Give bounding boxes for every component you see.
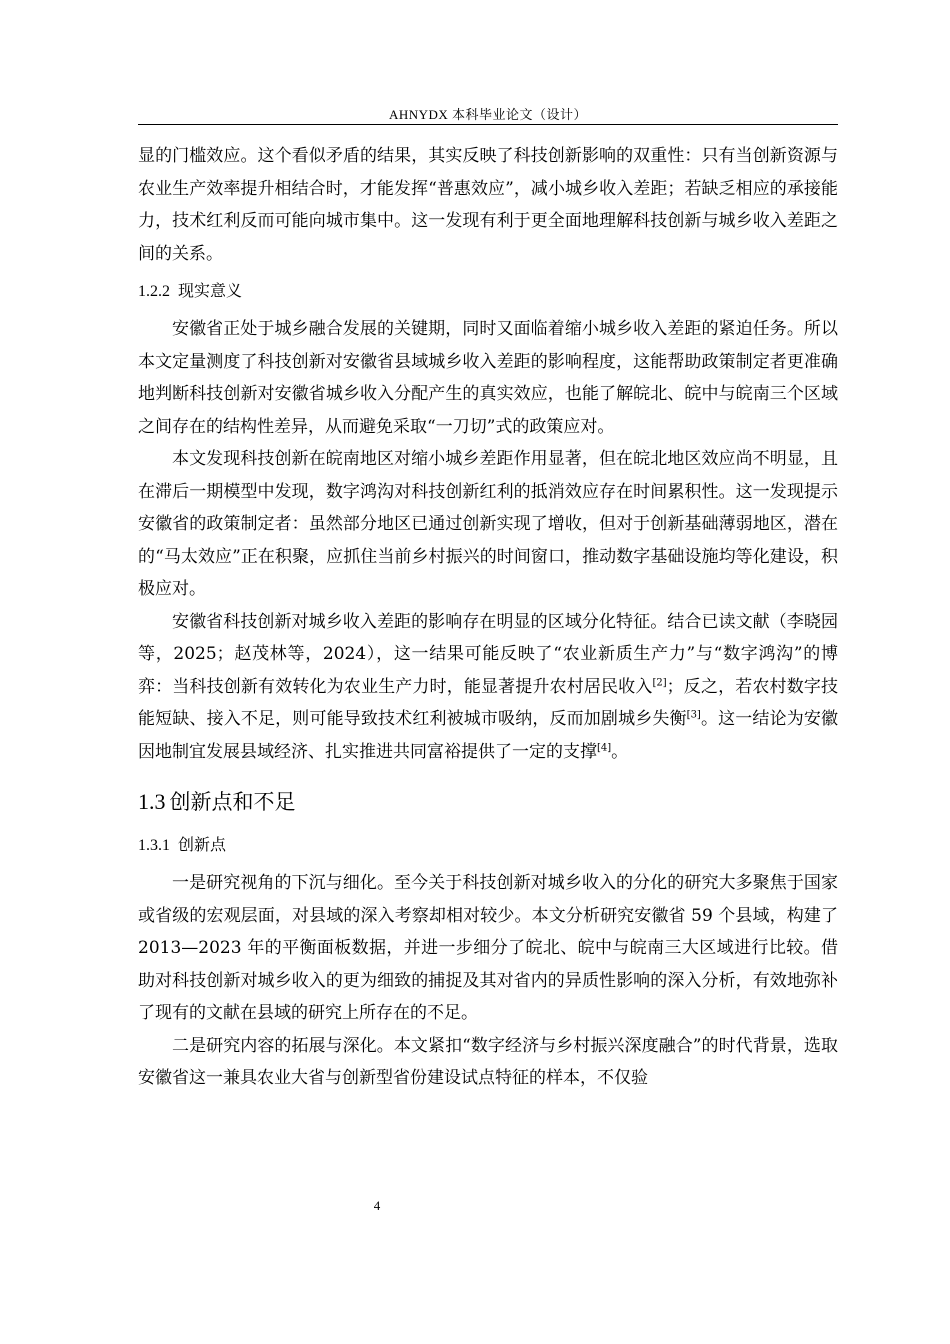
paragraph: 二是研究内容的拓展与深化。本文紧扣“数字经济与乡村振兴深度融合”的时代背景，选取安徽省这一兼具农业大省与创新型省份建设试点特征的样本，不仅验 (138, 1035, 838, 1088)
citation-ref: [2] (652, 676, 667, 688)
paragraph-with-citations (138, 606, 838, 769)
paragraph-text: 安徽省科技创新对城乡收入差距的影响存在明显的区域分化特征。结合已读文献（李晓园等，2025；赵茂林等，2024），这一结果可能反映了“农业新质生产力”与“数字鸿沟”的博弈：当科技创新有效转化为农业生产力时，能显著提升农村居民收入 (138, 611, 838, 697)
page-number: 4 (373, 1198, 381, 1213)
paragraph-text: 。 (611, 741, 629, 762)
section-title: 现实意义 (178, 281, 243, 300)
paragraph-continuation: 显的门槛效应。这个看似矛盾的结果，其实反映了科技创新影响的双重性：只有当创新资源与农业生产效率提升相结合时，才能发挥“普惠效应”，减小城乡收入差距；若缺乏相应的承接能力，技术红利反而可能向城市集中。这一发现有利于更全面地理解科技创新与城乡收入差距之间的关系。 (138, 146, 838, 264)
section-heading-1-3-1 (138, 834, 838, 857)
section-number: 1.2.2 (138, 283, 170, 300)
section-title: 创新点 (178, 835, 227, 854)
section-heading-1-3 (138, 788, 838, 816)
page-content (138, 140, 838, 1095)
section-number: 1.3.1 (138, 837, 170, 854)
citation-ref: [4] (597, 741, 612, 753)
paragraph-text: 。这一结论为安徽因地制宜发展县域经济、扎实推进共同富裕提供了一定的支撑 (138, 709, 839, 762)
page-header: AHNYDX 本科毕业论文（设计） (388, 107, 588, 122)
citation-ref: [3] (686, 709, 701, 721)
paragraph: 一是研究视角的下沉与细化。至今关于科技创新对城乡收入的分化的研究大多聚焦于国家或省级的宏观层面，对县域的深入考察却相对较少。本文分析研究安徽省 59 个县域，构建了 2013—2023 年的平衡面板数据，并进一步细分了皖北、皖中与皖南三大区域进行比较。借助对科技创新对城乡收入的更为细致的捕捉及其对省内的异质性影响的深入分析，有效地弥补了现有的文献在县域的研究上所存在的不足。 (138, 873, 838, 1023)
paragraph: 本文发现科技创新在皖南地区对缩小城乡差距作用显著，但在皖北地区效应尚不明显，且在滞后一期模型中发现，数字鸿沟对科技创新红利的抵消效应存在时间累积性。这一发现提示安徽省的政策制定者：虽然部分地区已通过创新实现了增收，但对于创新基础薄弱地区，潜在的“马太效应”正在积聚，应抓住当前乡村振兴的时间窗口，推动数字基础设施均等化建设，积极应对。 (138, 449, 838, 599)
paragraph-text: ；反之，若农村数字技能短缺、接入不足，则可能导致技术红利被城市吸纳，反而加剧城乡失衡 (138, 676, 839, 729)
section-title: 创新点和不足 (169, 790, 296, 814)
paragraph: 安徽省正处于城乡融合发展的关键期，同时又面临着缩小城乡收入差距的紧迫任务。所以本文定量测度了科技创新对安徽省县域城乡收入差距的影响程度，这能帮助政策制定者更准确地判断科技创新对安徽省城乡收入分配产生的真实效应，也能了解皖北、皖中与皖南三个区域之间存在的结构性差异，从而避免采取“一刀切”式的政策应对。 (138, 319, 838, 437)
section-number: 1.3 (138, 789, 166, 814)
section-heading-1-2-2 (138, 280, 838, 303)
header-rule (138, 124, 838, 125)
